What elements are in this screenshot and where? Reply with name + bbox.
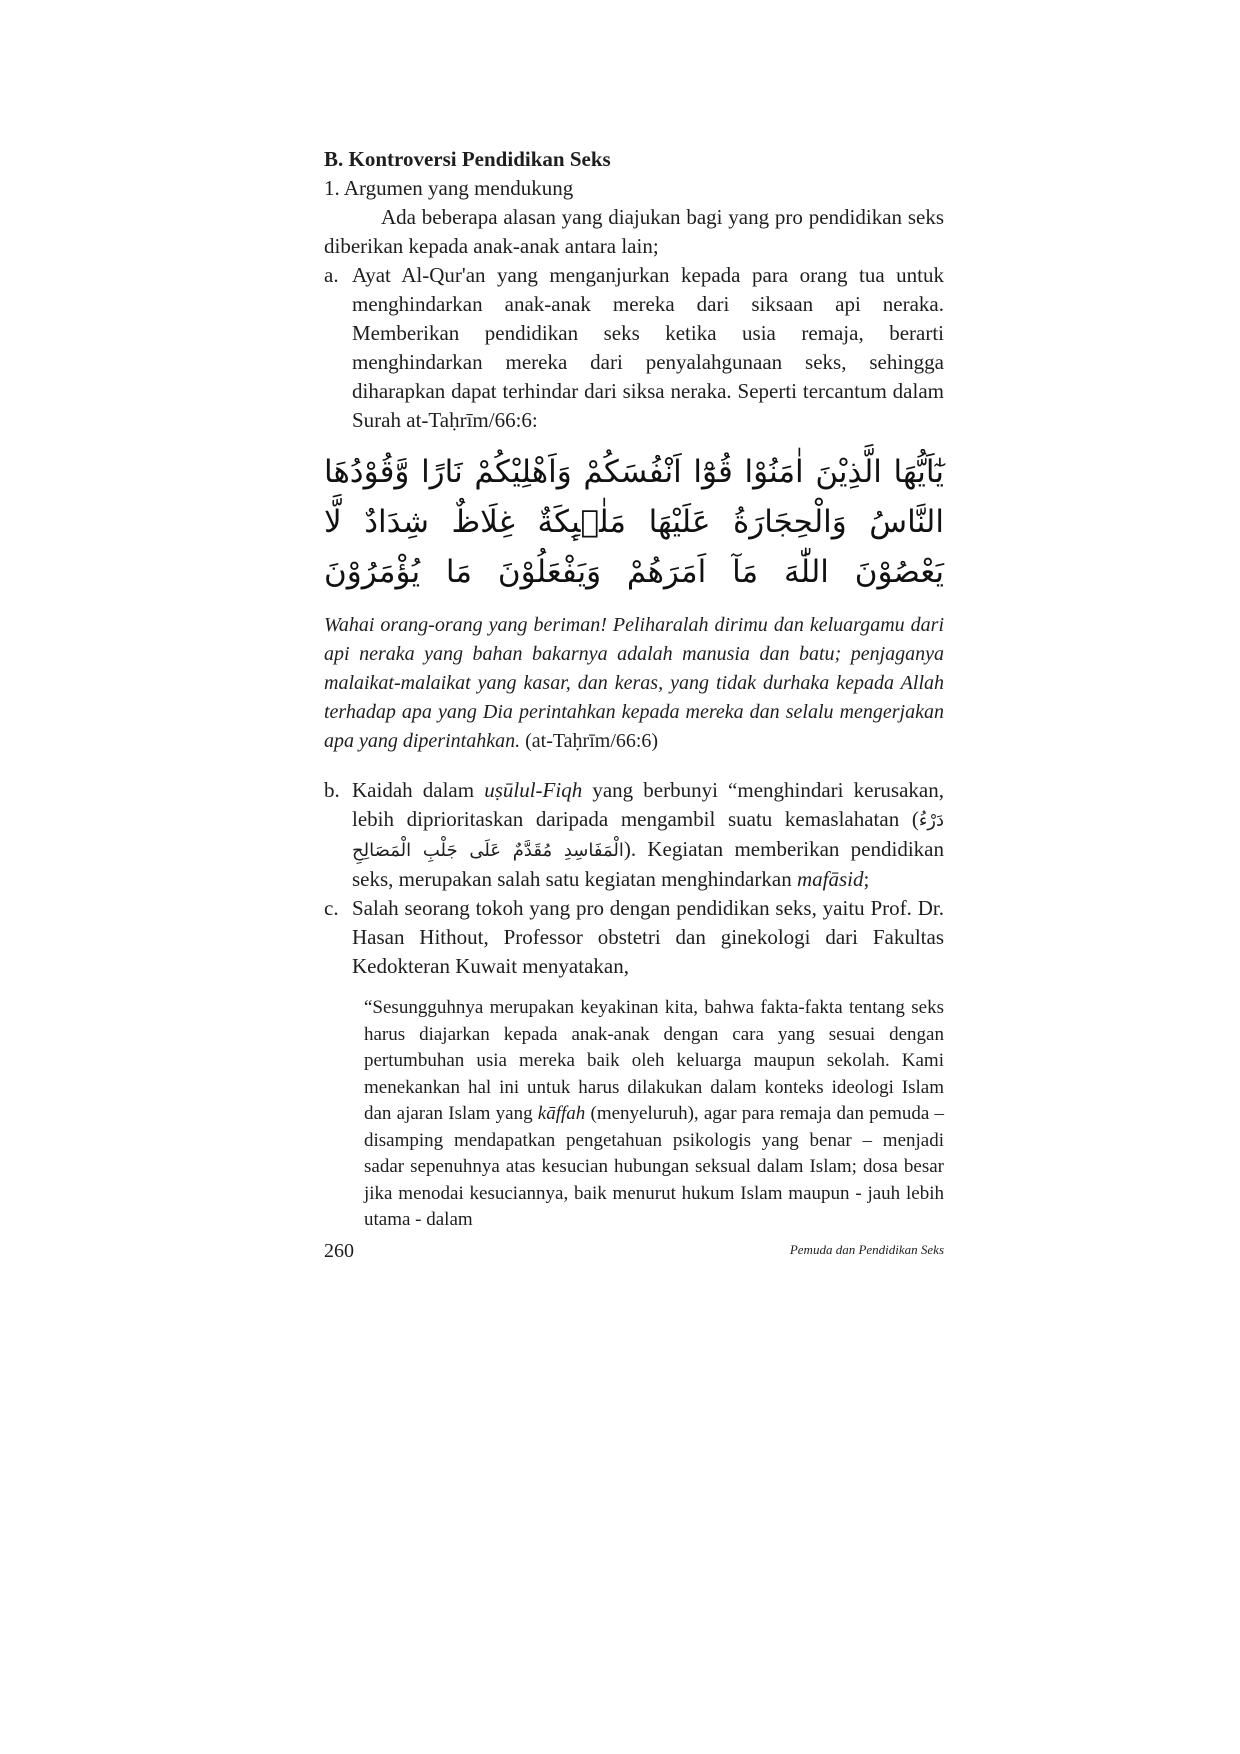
list-item-text: Salah seorang tokoh yang pro dengan pendidikan seks, yaitu Prof. Dr. Hasan Hithout, Professor obstetri dan ginekologi dari Fakultas Kedokteran Kuwait menyatakan, [352, 896, 944, 978]
list-item-text: ; [863, 867, 870, 891]
list-item-text: yang berbunyi “menghindari kerusakan, lebih diprioritaskan daripada mengambil suatu kemaslahatan ( [352, 778, 944, 831]
quote-text: (menyeluruh), agar para remaja dan pemuda – disamping mendapatkan pengetahuan psikologis yang benar – menjadi sadar sepenuhnya atas kesucian hubungan seksual dalam Islam; dosa besar jika menodai kesuciannya, baik menurut hukum Islam maupun - jauh lebih utama - dalam [364, 1103, 945, 1230]
list-item-text: ). Kegiatan memberikan pendidikan seks, merupakan salah satu kegiatan menghindarkan [352, 837, 944, 891]
term-usulul-fiqh: uṣūlul-Fiqh [484, 778, 583, 802]
list-marker: a. [324, 263, 339, 287]
sub-heading: 1. Argumen yang mendukung [324, 176, 574, 200]
block-quote [364, 995, 944, 1234]
list-item-c [324, 894, 944, 981]
section-heading: B. Kontroversi Pendidikan Seks [324, 147, 611, 171]
list-item-a [324, 261, 944, 435]
page-footer [324, 1240, 944, 1266]
page-content [324, 144, 944, 1234]
translation-text: Wahai orang-orang yang beriman! Peliharalah dirimu dan keluargamu dari api neraka yang bahan bakarnya adalah manusia dan batu; penjaganya malaikat-malaikat yang kasar, dan keras, yang tidak durhaka kepada Allah terhadap apa yang Dia perintahkan kepada mereka dan selalu mengerjakan apa yang diperintahkan. [324, 614, 944, 752]
list-marker: c. [324, 896, 339, 920]
verse-reference: (at-Taḥrīm/66:6) [525, 730, 659, 752]
term-mafasid: mafāsid [796, 867, 864, 891]
list-item-text: Kaidah dalam [352, 778, 485, 802]
page-number: 260 [324, 1240, 354, 1262]
quran-verse-arabic: يٰٓاَيُّهَا الَّذِيْنَ اٰمَنُوْا قُوْٓا اَنْفُسَكُمْ وَاَهْلِيْكُمْ نَارًا وَّقُوْدُهَا النَّاسُ وَالْحِجَارَةُ عَلَيْهَا مَلٰۤىِٕكَةٌ غِلَاظٌ شِدَادٌ لَّا يَعْصُوْنَ اللّٰهَ مَآ اَمَرَهُمْ وَيَفْعَلُوْنَ مَا يُؤْمَرُوْنَ [324, 454, 944, 590]
list-marker: b. [324, 778, 340, 802]
verse-translation [324, 611, 944, 756]
term-kaffah: kāffah [537, 1103, 586, 1124]
intro-paragraph: Ada beberapa alasan yang diajukan bagi yang pro pendidikan seks diberikan kepada anak-anak antara lain; [324, 205, 944, 258]
list-item-b [324, 776, 944, 894]
running-title: Pemuda dan Pendidikan Seks [789, 1242, 944, 1257]
arabic-maxim: دَرْءُ الْمَفَاسِدِ مُقَدَّمٌ عَلَى جَلْبِ الْمَصَالِحِ [352, 810, 944, 861]
quote-text: “Sesungguhnya merupakan keyakinan kita, bahwa fakta-fakta tentang seks harus diajarkan kepada anak-anak dengan cara yang sesuai dengan pertumbuhan usia mereka baik oleh keluarga maupun sekolah. Kami menekankan hal ini untuk harus dilakukan dalam konteks ideologi Islam dan ajaran Islam yang [364, 997, 944, 1124]
list-item-text: Ayat Al-Qur'an yang menganjurkan kepada para orang tua untuk menghindarkan anak-anak mereka dari siksaan api neraka. Memberikan pendidikan seks ketika usia remaja, berarti menghindarkan mereka dari penyalahgunaan seks, sehingga diharapkan dapat terhindar dari siksa neraka. Seperti tercantum dalam Surah at-Taḥrīm/66:6: [352, 263, 944, 432]
